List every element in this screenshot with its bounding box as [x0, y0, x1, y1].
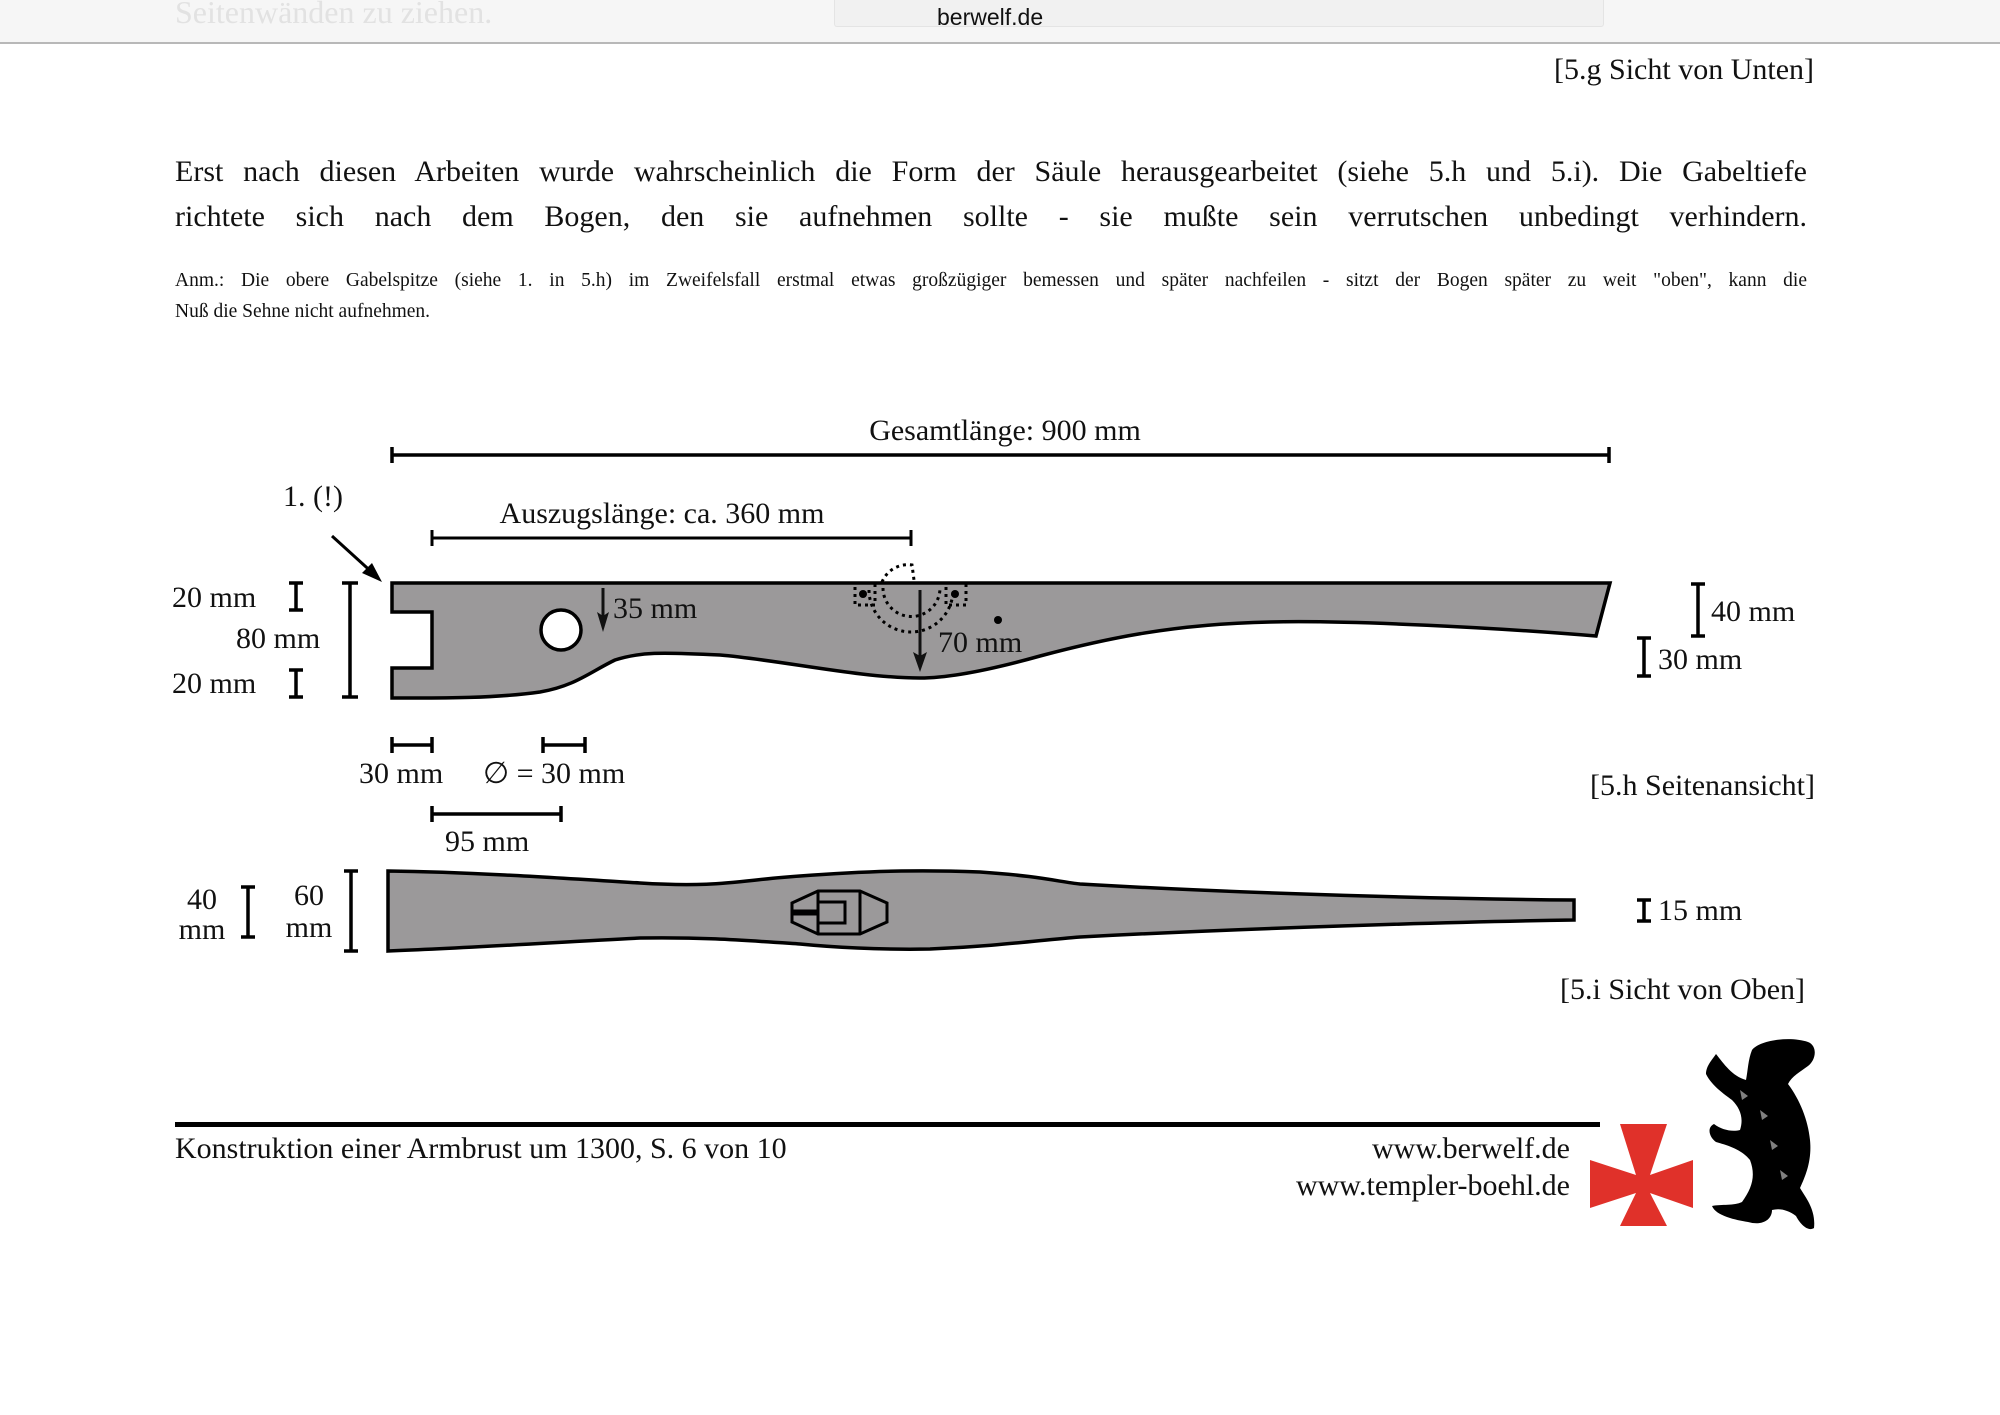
nut-pin-left — [859, 590, 867, 598]
inner-width-unit: mm — [178, 913, 226, 946]
inner-width-value: 40 — [187, 883, 217, 916]
trigger-pivot-dot — [994, 616, 1002, 624]
scrolled-previous-text: Seitenwänden zu ziehen. — [175, 0, 493, 30]
footer-title: Konstruktion einer Armbrust um 1300, S. 6 von 10 — [175, 1132, 787, 1165]
note-line-2: Nuß die Sehne nicht aufnehmen. — [175, 301, 431, 322]
paragraph-line-1: Erst nach diesen Arbeiten wurde wahrscheinlich die Form der Säule herausgearbeitet (siehe 5.h und 5.i). Die Gabeltiefe — [175, 155, 1807, 188]
marker-label: 1. (!) — [283, 480, 343, 513]
hole-diameter-label: ∅ = 30 mm — [483, 757, 626, 790]
caption-5i: [5.i Sicht von Oben] — [1560, 973, 1805, 1006]
address-bar-url[interactable]: berwelf.de — [937, 4, 1044, 30]
tip-width-dimension — [1637, 894, 1742, 927]
hole-depth-label: 35 mm — [613, 592, 698, 625]
note-text-1: Anm.: Die obere Gabelspitze (siehe 1. in 5.h) im Zweifelsfall erstmal etwas großzügiger bemessen und später nachfeilen - sitzt der Bogen später zu weit "oben", kann die — [175, 270, 1807, 291]
left-height-dimensions — [172, 581, 358, 700]
tip-width-label: 15 mm — [1658, 894, 1743, 927]
right-height-label: 40 mm — [1711, 595, 1796, 628]
left-height-label: 80 mm — [236, 622, 321, 655]
left-top-label: 20 mm — [172, 581, 257, 614]
nut-depth-label: 70 mm — [938, 626, 1023, 659]
nut-pin-right — [951, 590, 959, 598]
caption-5g: [5.g Sicht von Unten] — [1554, 53, 1814, 86]
caption-5h: [5.h Seitenansicht] — [1590, 769, 1815, 802]
top-view-stock-shape — [388, 871, 1574, 951]
draw-length-dimension — [432, 497, 911, 546]
outer-width-value: 60 — [294, 879, 324, 912]
fork-tip-marker — [283, 480, 382, 582]
total-length-label: Gesamtlänge: 900 mm — [869, 414, 1141, 447]
top-view-width-dimensions — [179, 871, 358, 951]
hole-distance-label: 95 mm — [445, 825, 530, 858]
total-length-dimension — [392, 414, 1609, 463]
footer-divider — [175, 1122, 1600, 1127]
nut-top-view — [792, 891, 887, 934]
berlin-bear-icon — [1706, 1039, 1815, 1229]
templar-cross-icon — [1590, 1124, 1693, 1226]
right-height-dimensions — [1637, 584, 1795, 676]
footer-link-templer-boehl[interactable]: www.templer-boehl.de — [1295, 1169, 1570, 1202]
outer-width-unit: mm — [285, 911, 333, 944]
footer-link-berwelf[interactable]: www.berwelf.de — [1372, 1132, 1570, 1165]
bottom-dimensions — [359, 737, 625, 858]
left-bottom-label: 20 mm — [172, 667, 257, 700]
notch-width-label: 30 mm — [359, 757, 444, 790]
hole-circle — [541, 610, 581, 650]
paragraph-line-2: richtete sich nach dem Bogen, den sie aufnehmen sollte - sie mußte sein verrutschen unbedingt verhindern. — [175, 200, 1807, 233]
draw-length-label: Auszugslänge: ca. 360 mm — [499, 497, 825, 530]
right-tip-label: 30 mm — [1658, 643, 1743, 676]
